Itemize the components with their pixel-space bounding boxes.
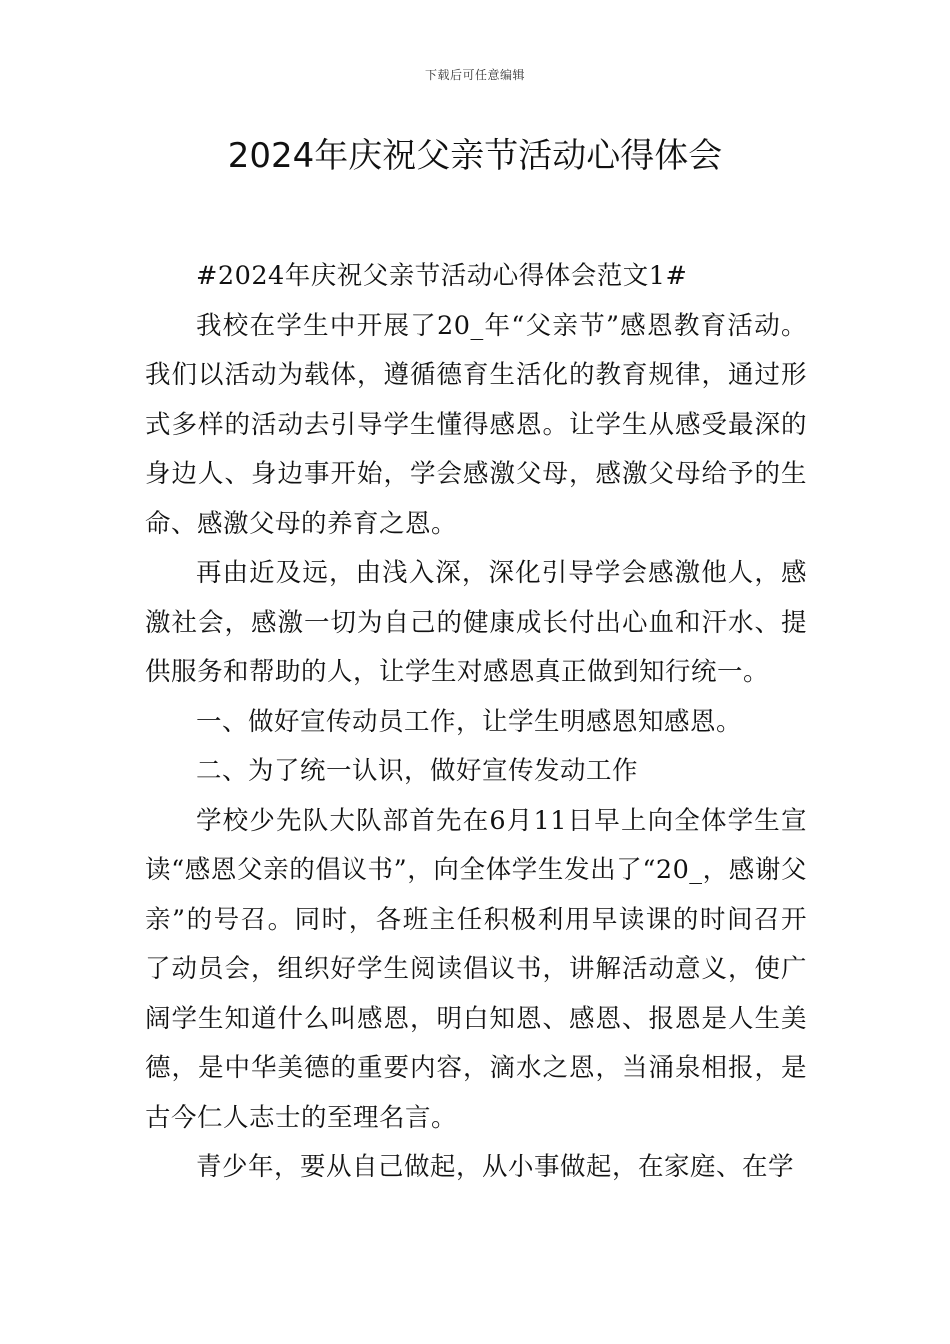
document-body: [145, 252, 807, 1193]
body-paragraph: 二、为了统一认识，做好宣传发动工作: [196, 756, 639, 786]
section-heading: #2024年庆祝父亲节活动心得体会范文1#: [196, 261, 688, 291]
body-paragraph: 我校在学生中开展了20_年“父亲节”感恩教育活动。我们以活动为载体，遵循德育生活化的教育规律，通过形式多样的活动去引导学生懂得感恩。让学生从感受最深的身边人、身边事开始，学会感激父母，感激父母给予的生命、感激父母的养育之恩。: [145, 310, 807, 539]
document-title: 2024年庆祝父亲节活动心得体会: [227, 136, 723, 176]
body-paragraph: 学校少先队大队部首先在6月11日早上向全体学生宣读“感恩父亲的倡议书”，向全体学生发出了“20_，感谢父亲”的号召。同时，各班主任积极利用早读课的时间召开了动员会，组织好学生阅读倡议书，讲解活动意义，使广阔学生知道什么叫感恩，明白知恩、感恩、报恩是人生美德，是中华美德的重要内容，滴水之恩，当涌泉相报，是古今仁人志士的至理名言。: [145, 805, 807, 1133]
header-note: 下载后可任意编辑: [424, 68, 525, 82]
body-paragraph: 青少年，要从自己做起，从小事做起，在家庭、在学: [196, 1152, 795, 1182]
body-paragraph: 一、做好宣传动员工作，让学生明感恩知感恩。: [196, 706, 743, 737]
body-paragraph: 再由近及远，由浅入深，深化引导学会感激他人，感激社会，感激一切为自己的健康成长付出心血和汗水、提供服务和帮助的人，让学生对感恩真正做到知行统一。: [145, 558, 807, 687]
